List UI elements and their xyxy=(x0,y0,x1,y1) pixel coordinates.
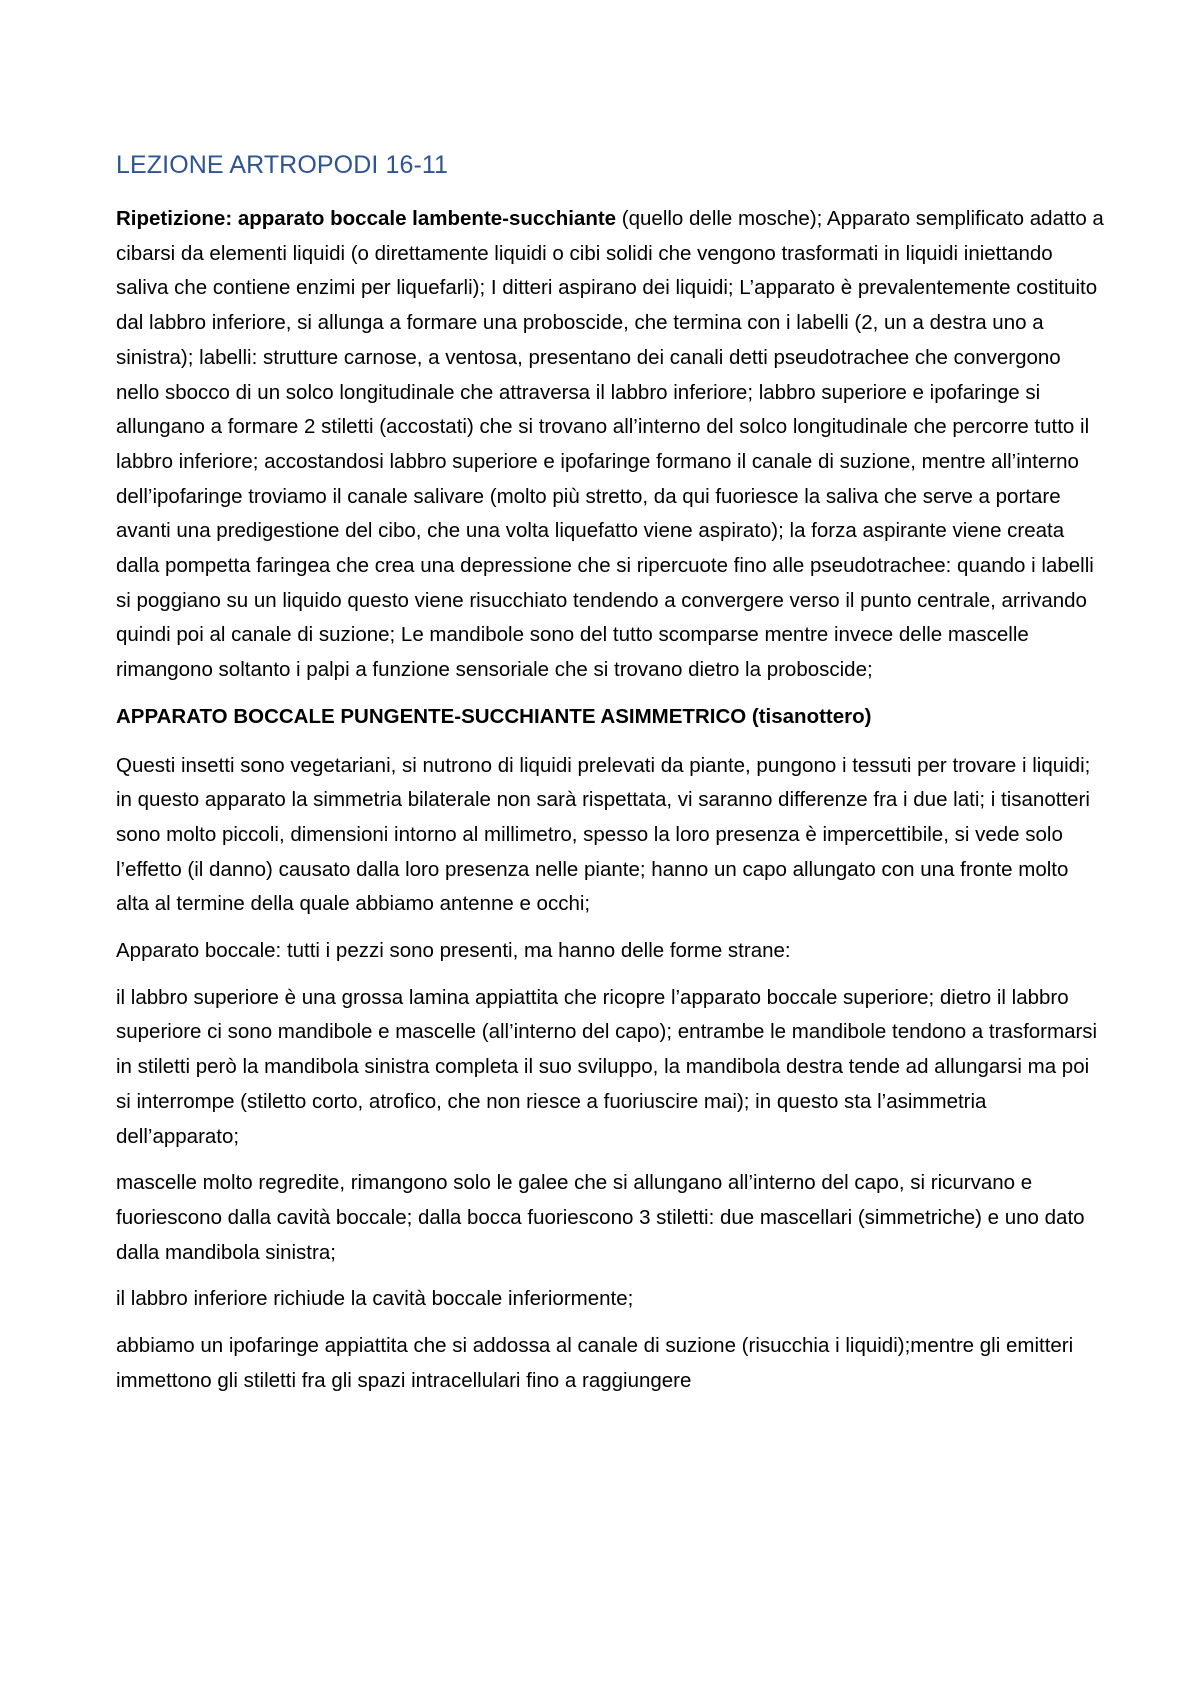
paragraph-apparato-boccale: Apparato boccale: tutti i pezzi sono presenti, ma hanno delle forme strane: xyxy=(116,939,791,963)
paragraph-labbro-superiore: il labbro superiore è una grossa lamina appiattita che ricopre l’apparato boccale superiore; dietro il labbro superiore ci sono mandibole e mascelle (all’interno del capo); entrambe le mandibole tendono a trasformarsi in stiletti però la mandibola sinistra completa il suo sviluppo, la mandibola destra tende ad allungarsi ma poi si interrompe (stiletto corto, atrofico, che non riesce a fuoriuscire mai); in questo sta l’asimmetria dell’apparato; xyxy=(116,985,1098,1148)
document-title: LEZIONE ARTROPODI 16-11 xyxy=(116,151,449,179)
section-heading: APPARATO BOCCALE PUNGENTE-SUCCHIANTE ASIMMETRICO (tisanottero) xyxy=(116,704,872,728)
paragraph-ripetizione xyxy=(116,202,1105,688)
paragraph-labbro-inferiore: il labbro inferiore richiude la cavità boccale inferiormente; xyxy=(116,1287,634,1311)
paragraph-tisanotteri: Questi insetti sono vegetariani, si nutrono di liquidi prelevati da piante, pungono i tessuti per trovare i liquidi; in questo apparato la simmetria bilaterale non sarà rispettata, vi saranno differenze fra i due lati; i tisanotteri sono molto piccoli, dimensioni intorno al millimetro, spesso la loro presenza è impercettibile, si vede solo l’effetto (il danno) causato dalla loro presenza nelle piante; hanno un capo allungato con una fronte molto alta al termine della quale abbiamo antenne e occhi; xyxy=(116,753,1091,916)
paragraph-ipofaringe: abbiamo un ipofaringe appiattita che si addossa al canale di suzione (risucchia i liquidi);mentre gli emitteri immettono gli stiletti fra gli spazi intracellulari fino a raggiungere xyxy=(116,1334,1074,1392)
paragraph-mascelle: mascelle molto regredite, rimangono solo le galee che si allungano all’interno del capo, si ricurvano e fuoriescono dalla cavità boccale; dalla bocca fuoriescono 3 stiletti: due mascellari (simmetriche) e uno dato dalla mandibola sinistra; xyxy=(116,1171,1085,1264)
paragraph-body: (quello delle mosche); Apparato semplificato adatto a cibarsi da elementi liquidi (o direttamente liquidi o cibi solidi che vengono trasformati in liquidi iniettando saliva che contiene enzimi per liquefarli); I ditteri aspirano dei liquidi; L’apparato è prevalentemente costituito dal labbro inferiore, si allunga a formare una proboscide, che termina con i labelli (2, un a destra uno a sinistra); labelli: strutture carnose, a ventosa, presentano dei canali detti pseudotrachee che convergono nello sbocco di un solco longitudinale che attraversa il labbro inferiore; labbro superiore e ipofaringe si allungano a formare 2 stiletti (accostati) che si trovano all’interno del solco longitudinale che percorre tutto il labbro inferiore; accostandosi labbro superiore e ipofaringe formano il canale di suzione, mentre all’interno dell’ipofaringe troviamo il canale salivare (molto più stretto, da qui fuoriesce la saliva che serve a portare avanti una predigestione del cibo, che una volta liquefatto viene aspirato); la forza aspirante viene creata dalla pompetta faringea che crea una depressione che si ripercuote fino alle pseudotrachee: quando i labelli si poggiano su un liquido questo viene risucchiato tendendo a convergere verso il punto centrale, arrivando quindi poi al canale di suzione; Le mandibole sono del tutto scomparse mentre invece delle mascelle rimangono soltanto i palpi a funzione sensoriale che si trovano dietro la proboscide; xyxy=(116,207,1104,682)
paragraph-lead-bold: Ripetizione: apparato boccale lambente-succhiante xyxy=(116,207,617,230)
